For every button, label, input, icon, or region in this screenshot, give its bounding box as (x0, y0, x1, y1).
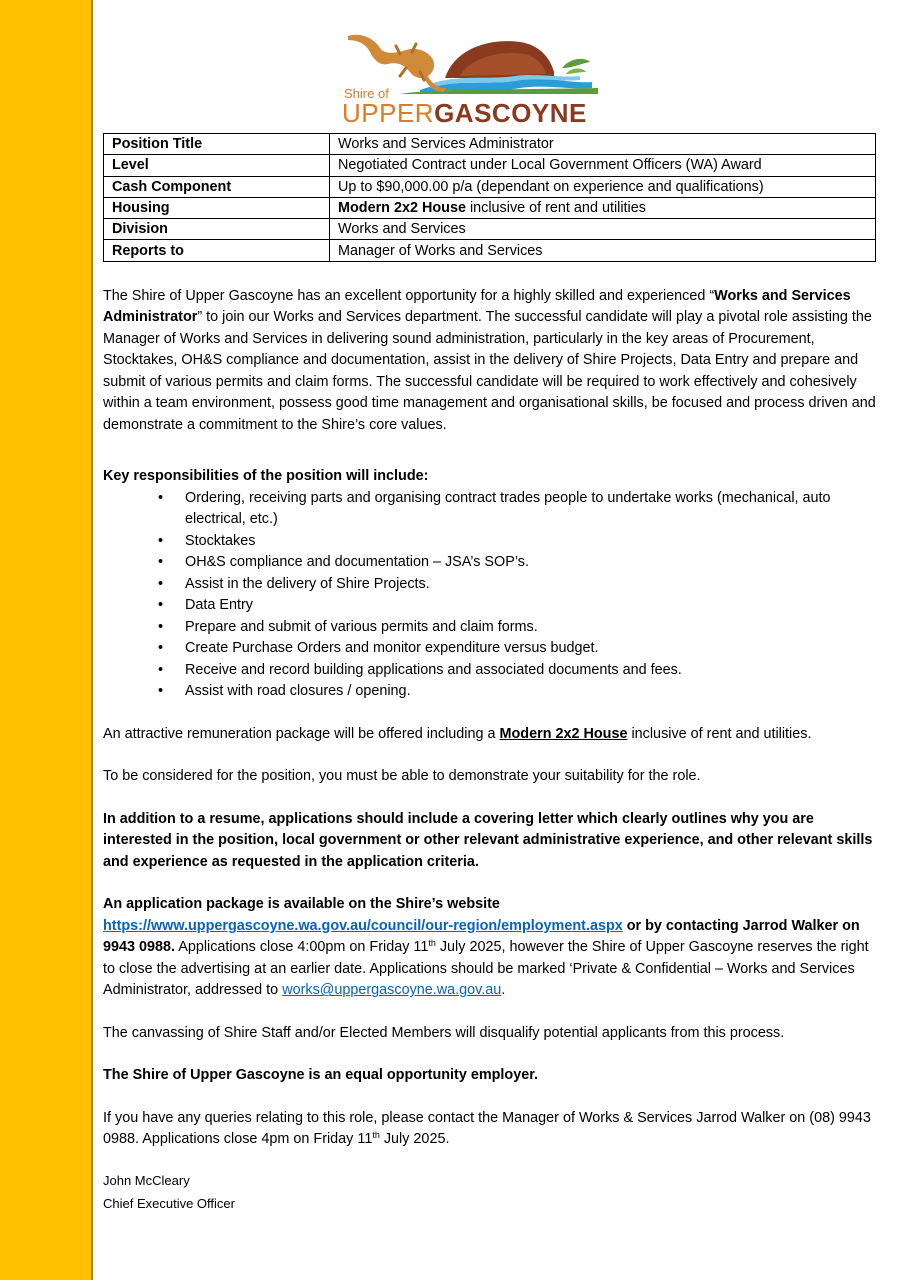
email-link[interactable]: works@uppergascoyne.wa.gov.au (282, 982, 502, 999)
list-item: • Ordering, receiving parts and organising contract trades people to undertake works (mechanical, auto electrical, etc.) (103, 488, 876, 531)
package-contact: or by contacting Jarrod Walker on 9943 0988. (103, 917, 860, 956)
row-key: Division (104, 219, 330, 240)
employment-link[interactable]: https://www.uppergascoyne.wa.gov.au/council/our-region/employment.aspx (103, 917, 623, 934)
remuneration-paragraph (103, 724, 876, 746)
signature-block (103, 1169, 876, 1215)
list-item: • Create Purchase Orders and monitor expenditure versus budget. (103, 638, 876, 660)
table-row (104, 219, 876, 240)
intro-pre: The Shire of Upper Gascoyne has an excellent opportunity for a highly skilled and experienced “ (103, 287, 715, 304)
remuneration-post: inclusive of rent and utilities. (627, 725, 812, 742)
list-item: • Prepare and submit of various permits and claim forms. (103, 617, 876, 639)
table-row (104, 134, 876, 155)
row-key: Housing (104, 197, 330, 218)
package-mark-text: July 2025, however the Shire of Upper Gascoyne reserves the right to close the advertising at an earlier date. Applications should be marked ‘Private & Confidential – Works and Services Administrator, addressed to (103, 939, 869, 999)
row-key: Cash Component (104, 176, 330, 197)
remuneration-pre: An attractive remuneration package will be offered including a (103, 725, 500, 742)
row-value: Manager of Works and Services (330, 240, 876, 261)
row-key: Level (104, 155, 330, 176)
logo-gascoyne: GASCOYNE (434, 98, 587, 128)
table-row (104, 176, 876, 197)
logo-upper: UPPER (342, 98, 435, 128)
intro-bold: Works and Services Administrator (103, 287, 851, 326)
queries-sup: th (372, 1130, 380, 1141)
logo-wordmark (342, 98, 587, 129)
list-item: • Assist in the delivery of Shire Projects. (103, 574, 876, 596)
intro-post: ” to join our Works and Services department. The successful candidate will play a pivotal role assisting the Manager of Works and Services in delivering sound administration, particularly in the key areas of Procurement, Stocktakes, OH&S compliance and documentation, assist in the delivery of Shire Projects, Data Entry and prepare and submit of various permits and claim forms. The successful candidate will be required to work effectively and cohesively within a team environment, possess good time management and organisational skills, be focused and process driven and demonstrate a commitment to the Shire’s core values. (103, 309, 876, 433)
remuneration-house: Modern 2x2 House (499, 725, 628, 742)
table-row (104, 197, 876, 218)
package-end: . (501, 982, 506, 999)
row-value (330, 197, 876, 218)
intro-paragraph (103, 286, 876, 437)
responsibilities-heading (103, 466, 876, 488)
consider-paragraph: To be considered for the position, you must be able to demonstrate your suitability for the role. (103, 768, 701, 785)
queries-text: If you have any queries relating to this role, please contact the Manager of Works & Services Jarrod Walker on (08) 9943 0988. Applications close 4pm on Friday 11 (103, 1109, 871, 1148)
row-key: Position Title (104, 134, 330, 155)
row-value: Works and Services Administrator (330, 134, 876, 155)
list-item: • Assist with road closures / opening. (103, 681, 876, 703)
list-item: • Stocktakes (103, 531, 876, 553)
signature-title: Chief Executive Officer (103, 1195, 235, 1211)
canvassing-paragraph: The canvassing of Shire Staff and/or Elected Members will disqualify potential applicants from this process. (103, 1024, 785, 1041)
housing-bold: Modern 2x2 House (338, 200, 466, 217)
row-key: Reports to (104, 240, 330, 261)
application-package-paragraph (103, 894, 876, 1002)
equal-opportunity-paragraph: The Shire of Upper Gascoyne is an equal opportunity employer. (103, 1067, 539, 1084)
table-row (104, 155, 876, 176)
position-details-table (103, 133, 876, 262)
addition-paragraph: In addition to a resume, applications should include a covering letter which clearly outlines why you are interested in the position, local government or other relevant administrative experience, and other relevant skills and experience as requested in the application criteria. (103, 810, 873, 870)
package-bold-intro: An application package is available on the Shire’s website (103, 896, 500, 913)
table-row (104, 240, 876, 261)
list-item: • OH&S compliance and documentation – JSA’s SOP’s. (103, 552, 876, 574)
yellow-sidebar (0, 0, 93, 1280)
logo-shire-of: Shire of (344, 86, 389, 101)
package-sup: th (428, 938, 436, 949)
queries-end: July 2025. (379, 1131, 450, 1148)
responsibilities-list (103, 488, 876, 703)
package-close-text: Applications close 4:00pm on Friday 11 (175, 939, 429, 956)
housing-rest: inclusive of rent and utilities (465, 200, 646, 217)
row-value: Up to $90,000.00 p/a (dependant on experience and qualifications) (330, 176, 876, 197)
document-body (103, 133, 876, 1215)
list-item: • Data Entry (103, 595, 876, 617)
row-value: Works and Services (330, 219, 876, 240)
signature-name: John McCleary (103, 1172, 190, 1188)
list-item: • Receive and record building applications and associated documents and fees. (103, 660, 876, 682)
shire-logo (340, 28, 600, 128)
row-value: Negotiated Contract under Local Government Officers (WA) Award (330, 155, 876, 176)
queries-paragraph (103, 1108, 876, 1151)
responsibilities-heading-text: Key responsibilities of the position will include: (103, 468, 429, 485)
